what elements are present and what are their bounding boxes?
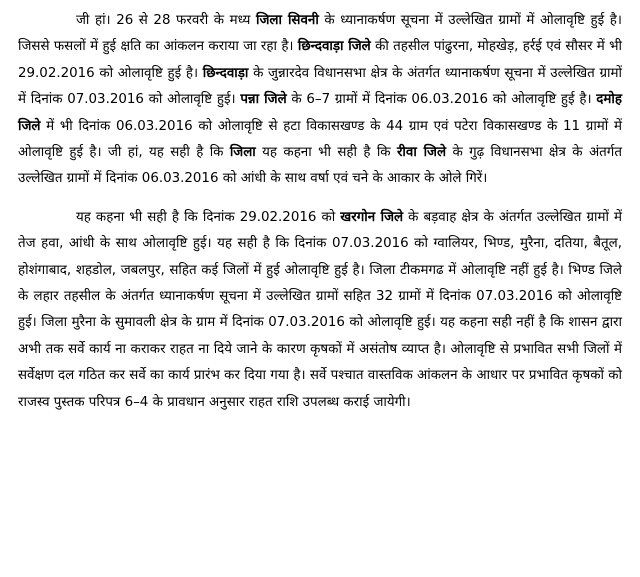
- district-name-chhindwara: छिन्दवाड़ा जिले: [297, 39, 371, 55]
- text-run: में भी दिनांक 06.03.2016 को ओलावृष्टि से हटा विकासखण्ड के 44 ग्राम एवं पटेरा विकासखण्ड के 11 ग्रामों में ओलावृष्टि हुई है। जी हां, यह सही है कि: [18, 118, 622, 161]
- district-name-chhindwara-2: छिन्दवाड़ा: [202, 65, 249, 81]
- text-run: के जुन्नारदेव विधानसभा क्षेत्र के अंतर्गत ध्यानाकर्षण सूचना में उल्लेखित ग्रामों में दिनांक 07.03.2016 को ओलावृष्टि हुई।: [18, 65, 622, 108]
- word-jila: जिला: [229, 145, 256, 161]
- text-run: के ध्यानाकर्षण सूचना में उल्लेखित ग्रामों में ओलावृष्टि हुई है। जिससे फसलों में हुई क्षति का आंकलन कराया जा रहा है।: [18, 13, 622, 55]
- text-run: जी हां। 26 से 28 फरवरी के मध्य: [76, 13, 257, 28]
- district-name-rewa: रीवा जिले: [396, 145, 447, 161]
- district-name-seoni: जिला सिवनी: [256, 13, 319, 28]
- text-run: यह कहना भी सही है कि: [255, 145, 397, 161]
- district-name-panna: पन्ना जिले: [240, 92, 287, 108]
- paragraph-2: [18, 205, 622, 416]
- district-name-damoh: दमोह जिले: [18, 92, 622, 134]
- text-run: के 6–7 ग्रामों में दिनांक 06.03.2016 को ओलावृष्टि हुई है।: [286, 92, 597, 108]
- text-run: की तहसील पांढुरना, मोहखेड़, हर्रई एवं सौसर में भी 29.02.2016 को ओलावृष्टि हुई है।: [18, 39, 622, 81]
- district-name-khargone: खरगोन जिले: [340, 209, 404, 225]
- text-run: के बड़वाह क्षेत्र के अंतर्गत उल्लेखित ग्रामों में तेज हवा, आंधी के साथ ओलावृष्टि हुई। यह सही है कि दिनांक 07.03.2016 को ग्वालियर, भिण्ड, मुरैना, दतिया, बैतूल, होशंगाबाद, शहडोल, जबलपुर, सहित कई जिलों में हुई ओलावृष्टि हुई है। जिला टीकमगढ में ओलावृष्टि नहीं हुई है। भिण्ड जिले के लहार तहसील के अंतर्गत ध्यानाकर्षण सूचना में उल्लेखित ग्रामों सहित 32 ग्रामों में दिनांक 07.03.2016 को ओलावृष्टि हुई। जिला मुरैना के सुमावली क्षेत्र के ग्राम में दिनांक 07.03.2016 को ओलावृष्टि हुई। यह कहना सही नहीं है कि शासन द्वारा अभी तक सर्वे कार्य ना कराकर राहत ना दिये जाने के कारण कृषकों में असंतोष व्याप्त है। ओलावृष्टि से प्रभावित सभी जिलों में सर्वेक्षण दल गठित कर सर्वे का कार्य प्रारंभ कर दिया गया है। सर्वे पश्चात वास्तविक आंकलन के आधार पर प्रभावित कृषकों को राजस्व पुस्तक परिपत्र 6–4 के प्रावधान अनुसार राहत राशि उपलब्ध कराई जायेगी।: [18, 209, 623, 410]
- text-run: के गुढ़ विधानसभा क्षेत्र के अंतर्गत उल्लेखित ग्रामों में दिनांक 06.03.2016 को आंधी के साथ वर्षा एवं चने के आकार के ओले गिरें।: [18, 145, 622, 187]
- text-run: यह कहना भी सही है कि दिनांक 29.02.2016 को: [76, 209, 341, 225]
- paragraph-1: [18, 8, 622, 193]
